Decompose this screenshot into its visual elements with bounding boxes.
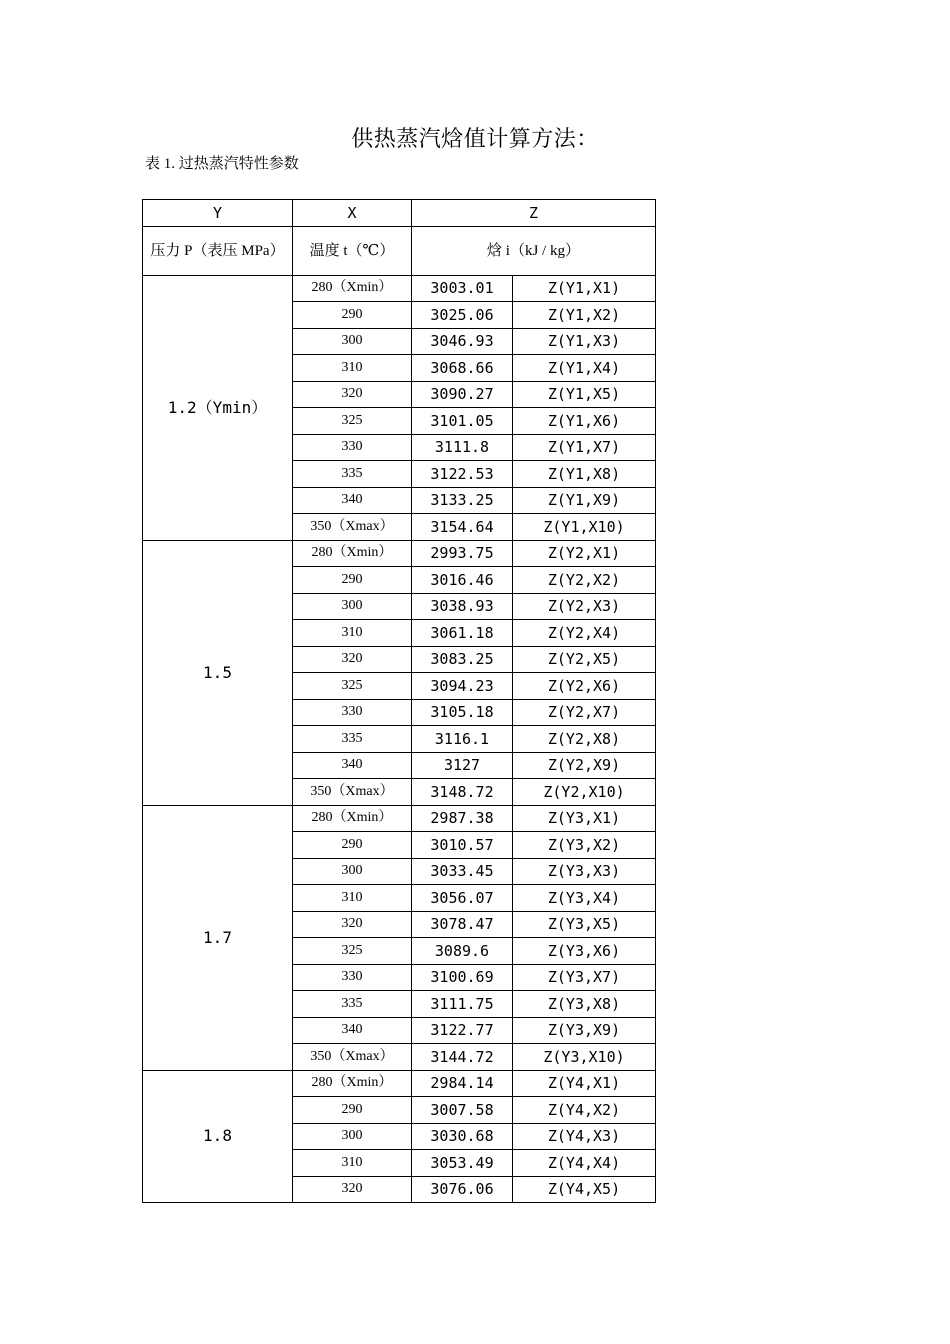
enthalpy-cell: 2987.38: [412, 805, 513, 832]
header-x: X: [293, 200, 412, 227]
table-row: [143, 1070, 656, 1097]
z-label-cell: Z(Y3,X9): [513, 1017, 656, 1044]
enthalpy-cell: 3003.01: [412, 275, 513, 302]
table-row: [143, 540, 656, 567]
temperature-cell: 350（Xmax）: [293, 779, 412, 806]
temperature-cell: 300: [293, 1123, 412, 1150]
enthalpy-cell: 3101.05: [412, 408, 513, 435]
z-label-cell: Z(Y2,X10): [513, 779, 656, 806]
temperature-cell: 340: [293, 487, 412, 514]
table-row: [143, 275, 656, 302]
enthalpy-cell: 3154.64: [412, 514, 513, 541]
enthalpy-cell: 3105.18: [412, 699, 513, 726]
enthalpy-cell: 3061.18: [412, 620, 513, 647]
enthalpy-cell: 3046.93: [412, 328, 513, 355]
enthalpy-cell: 3033.45: [412, 858, 513, 885]
z-label-cell: Z(Y3,X1): [513, 805, 656, 832]
temperature-cell: 335: [293, 461, 412, 488]
z-label-cell: Z(Y2,X1): [513, 540, 656, 567]
enthalpy-cell: 3030.68: [412, 1123, 513, 1150]
temperature-cell: 330: [293, 964, 412, 991]
header-temperature: 温度 t（℃）: [293, 226, 412, 275]
z-label-cell: Z(Y1,X6): [513, 408, 656, 435]
temperature-cell: 300: [293, 593, 412, 620]
temperature-cell: 350（Xmax）: [293, 514, 412, 541]
enthalpy-cell: 3007.58: [412, 1097, 513, 1124]
pressure-cell: 1.8: [143, 1070, 293, 1203]
z-label-cell: Z(Y1,X3): [513, 328, 656, 355]
temperature-cell: 310: [293, 620, 412, 647]
z-label-cell: Z(Y4,X5): [513, 1176, 656, 1203]
header-row-axes: [143, 200, 656, 227]
z-label-cell: Z(Y1,X10): [513, 514, 656, 541]
temperature-cell: 330: [293, 434, 412, 461]
enthalpy-cell: 3016.46: [412, 567, 513, 594]
enthalpy-cell: 3122.53: [412, 461, 513, 488]
temperature-cell: 335: [293, 991, 412, 1018]
pressure-cell: 1.7: [143, 805, 293, 1070]
enthalpy-cell: 3127: [412, 752, 513, 779]
z-label-cell: Z(Y1,X1): [513, 275, 656, 302]
pressure-cell: 1.2（Ymin）: [143, 275, 293, 540]
z-label-cell: Z(Y3,X7): [513, 964, 656, 991]
header-pressure: 压力 P（表压 MPa）: [143, 226, 293, 275]
z-label-cell: Z(Y3,X5): [513, 911, 656, 938]
page-title: 供热蒸汽焓值计算方法：: [351, 126, 599, 151]
temperature-cell: 340: [293, 1017, 412, 1044]
z-label-cell: Z(Y4,X4): [513, 1150, 656, 1177]
header-enthalpy: 焓 i（kJ / kg）: [412, 226, 656, 275]
temperature-cell: 290: [293, 1097, 412, 1124]
temperature-cell: 340: [293, 752, 412, 779]
temperature-cell: 310: [293, 1150, 412, 1177]
temperature-cell: 335: [293, 726, 412, 753]
z-label-cell: Z(Y1,X8): [513, 461, 656, 488]
z-label-cell: Z(Y3,X8): [513, 991, 656, 1018]
temperature-cell: 290: [293, 832, 412, 859]
z-label-cell: Z(Y2,X3): [513, 593, 656, 620]
z-label-cell: Z(Y3,X4): [513, 885, 656, 912]
enthalpy-cell: 3038.93: [412, 593, 513, 620]
enthalpy-cell: 2984.14: [412, 1070, 513, 1097]
enthalpy-cell: 3090.27: [412, 381, 513, 408]
temperature-cell: 280（Xmin）: [293, 540, 412, 567]
temperature-cell: 300: [293, 328, 412, 355]
steam-enthalpy-table: [142, 199, 656, 1203]
temperature-cell: 320: [293, 911, 412, 938]
z-label-cell: Z(Y3,X6): [513, 938, 656, 965]
enthalpy-cell: 3111.8: [412, 434, 513, 461]
enthalpy-cell: 3083.25: [412, 646, 513, 673]
temperature-cell: 320: [293, 1176, 412, 1203]
temperature-cell: 280（Xmin）: [293, 805, 412, 832]
temperature-cell: 290: [293, 567, 412, 594]
temperature-cell: 280（Xmin）: [293, 1070, 412, 1097]
header-y: Y: [143, 200, 293, 227]
enthalpy-cell: 3116.1: [412, 726, 513, 753]
enthalpy-cell: 3122.77: [412, 1017, 513, 1044]
enthalpy-cell: 3100.69: [412, 964, 513, 991]
enthalpy-cell: 3144.72: [412, 1044, 513, 1071]
temperature-cell: 325: [293, 408, 412, 435]
z-label-cell: Z(Y1,X4): [513, 355, 656, 382]
temperature-cell: 325: [293, 673, 412, 700]
header-row-quantities: [143, 226, 656, 275]
z-label-cell: Z(Y1,X7): [513, 434, 656, 461]
enthalpy-cell: 3010.57: [412, 832, 513, 859]
temperature-cell: 325: [293, 938, 412, 965]
pressure-cell: 1.5: [143, 540, 293, 805]
z-label-cell: Z(Y3,X3): [513, 858, 656, 885]
temperature-cell: 280（Xmin）: [293, 275, 412, 302]
temperature-cell: 310: [293, 885, 412, 912]
header-z: Z: [412, 200, 656, 227]
enthalpy-cell: 3089.6: [412, 938, 513, 965]
enthalpy-cell: 3133.25: [412, 487, 513, 514]
enthalpy-cell: 3148.72: [412, 779, 513, 806]
z-label-cell: Z(Y1,X5): [513, 381, 656, 408]
z-label-cell: Z(Y3,X2): [513, 832, 656, 859]
enthalpy-cell: 3078.47: [412, 911, 513, 938]
temperature-cell: 310: [293, 355, 412, 382]
enthalpy-cell: 3053.49: [412, 1150, 513, 1177]
enthalpy-cell: 3068.66: [412, 355, 513, 382]
z-label-cell: Z(Y1,X2): [513, 302, 656, 329]
z-label-cell: Z(Y2,X7): [513, 699, 656, 726]
temperature-cell: 300: [293, 858, 412, 885]
enthalpy-cell: 3056.07: [412, 885, 513, 912]
z-label-cell: Z(Y2,X4): [513, 620, 656, 647]
z-label-cell: Z(Y4,X3): [513, 1123, 656, 1150]
z-label-cell: Z(Y3,X10): [513, 1044, 656, 1071]
z-label-cell: Z(Y1,X9): [513, 487, 656, 514]
temperature-cell: 330: [293, 699, 412, 726]
table-row: [143, 805, 656, 832]
table-caption: 表 1. 过热蒸汽特性参数: [145, 156, 299, 172]
z-label-cell: Z(Y4,X1): [513, 1070, 656, 1097]
enthalpy-cell: 3076.06: [412, 1176, 513, 1203]
table-body: [143, 200, 656, 1203]
z-label-cell: Z(Y2,X5): [513, 646, 656, 673]
temperature-cell: 290: [293, 302, 412, 329]
enthalpy-cell: 3111.75: [412, 991, 513, 1018]
z-label-cell: Z(Y2,X6): [513, 673, 656, 700]
z-label-cell: Z(Y2,X9): [513, 752, 656, 779]
enthalpy-cell: 2993.75: [412, 540, 513, 567]
z-label-cell: Z(Y2,X8): [513, 726, 656, 753]
z-label-cell: Z(Y4,X2): [513, 1097, 656, 1124]
z-label-cell: Z(Y2,X2): [513, 567, 656, 594]
enthalpy-cell: 3094.23: [412, 673, 513, 700]
temperature-cell: 350（Xmax）: [293, 1044, 412, 1071]
temperature-cell: 320: [293, 381, 412, 408]
enthalpy-cell: 3025.06: [412, 302, 513, 329]
temperature-cell: 320: [293, 646, 412, 673]
